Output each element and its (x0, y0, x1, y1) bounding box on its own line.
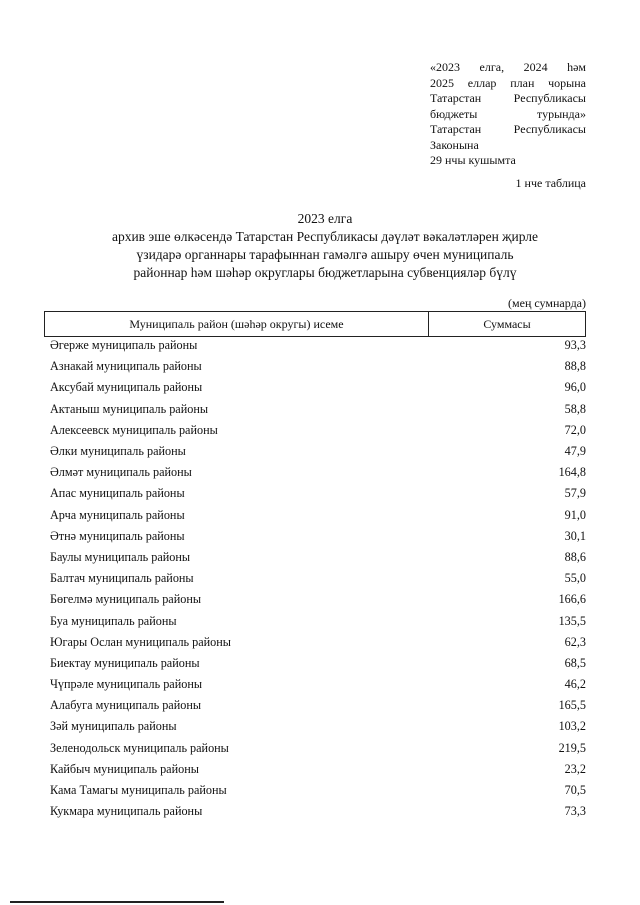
table-row (50, 335, 586, 356)
title-line: районнар һәм шәһәр округлары бюджетларына субвенцияләр бүлү (133, 265, 517, 280)
title-line: үзидарә органнары тарафыннан гамәлгә ашыру өчен муниципаль (136, 247, 514, 262)
district-amount: 93,3 (564, 338, 586, 353)
district-amount: 47,9 (564, 444, 586, 459)
table-row (50, 674, 586, 695)
table-row (50, 801, 586, 822)
annex-line: 29 нчы кушымта (430, 153, 516, 167)
annex-line: 2025 еллар план чорына (430, 75, 586, 90)
district-name: Баулы муниципаль районы (50, 549, 191, 564)
district-amount: 58,8 (564, 401, 586, 416)
table-row (50, 632, 586, 653)
district-name: Чүпрәле муниципаль районы (50, 677, 203, 692)
column-header-amount: Суммасы (483, 316, 531, 331)
district-amount: 88,8 (564, 359, 586, 374)
table-row (50, 653, 586, 674)
district-name: Әтнә муниципаль районы (50, 528, 185, 543)
table-row (50, 568, 586, 589)
district-amount: 88,6 (564, 549, 586, 564)
district-amount: 219,5 (558, 740, 586, 755)
district-amount: 164,8 (558, 465, 586, 480)
district-amount: 73,3 (564, 804, 586, 819)
district-amount: 23,2 (564, 761, 586, 776)
table-row (50, 462, 586, 483)
district-amount: 30,1 (564, 528, 586, 543)
table-header (44, 311, 586, 337)
annex-reference (430, 60, 586, 169)
district-name: Бөгелмә муниципаль районы (50, 592, 202, 607)
district-amount: 55,0 (564, 571, 586, 586)
district-name: Кайбыч муниципаль районы (50, 761, 199, 776)
table-row (50, 441, 586, 462)
district-name: Әлки муниципаль районы (50, 444, 186, 459)
title-year: 2023 елга (297, 211, 353, 226)
table-row (50, 377, 586, 398)
table-row (50, 610, 586, 631)
title-line: архив эше өлкәсендә Татарстан Республикасы дәүләт вәкаләтләрен җирле (111, 229, 539, 244)
title-lines (60, 228, 590, 282)
table-row (50, 716, 586, 737)
table-row (50, 356, 586, 377)
district-amount: 135,5 (558, 613, 586, 628)
table-row (50, 738, 586, 759)
district-amount: 166,6 (558, 592, 586, 607)
table-row (50, 759, 586, 780)
district-amount: 68,5 (564, 655, 586, 670)
district-name: Апас муниципаль районы (50, 486, 185, 501)
district-name: Кама Тамагы муниципаль районы (50, 783, 227, 798)
annex-line: «2023 елга, 2024 һәм (430, 60, 586, 74)
table-row (50, 420, 586, 441)
annex-line: Законына (430, 137, 479, 152)
district-name: Зеленодольск муниципаль районы (50, 740, 229, 755)
district-name: Зәй муниципаль районы (50, 719, 177, 734)
district-name: Алабуга муниципаль районы (50, 698, 202, 713)
table-row (50, 695, 586, 716)
document-title (60, 210, 590, 282)
units-note: (мең сумнарда) (508, 296, 586, 310)
district-name: Әгерже муниципаль районы (50, 338, 198, 353)
annex-line: Татарстан Республикасы (430, 122, 586, 136)
table-row (50, 526, 586, 547)
table-row (50, 505, 586, 526)
table-row (50, 780, 586, 801)
district-name: Азнакай муниципаль районы (50, 359, 202, 374)
district-name: Аксубай муниципаль районы (50, 380, 203, 395)
table-row (50, 547, 586, 568)
table-row (50, 483, 586, 504)
table-number: 1 нче таблица (515, 176, 586, 190)
district-amount: 165,5 (558, 698, 586, 713)
district-amount: 72,0 (564, 422, 586, 437)
table-body (50, 335, 586, 822)
footer-separator-line (10, 901, 224, 903)
district-amount: 96,0 (564, 380, 586, 395)
district-amount: 91,0 (564, 507, 586, 522)
district-name: Югары Ослан муниципаль районы (50, 634, 231, 649)
district-amount: 62,3 (564, 634, 586, 649)
district-amount: 70,5 (564, 783, 586, 798)
district-name: Алексеевск муниципаль районы (50, 422, 218, 437)
district-amount: 46,2 (564, 677, 586, 692)
annex-line: Татарстан Республикасы (430, 91, 586, 105)
table-row (50, 399, 586, 420)
district-amount: 103,2 (558, 719, 586, 734)
district-name: Буа муниципаль районы (50, 613, 177, 628)
column-header-name: Муниципаль район (шәһәр округы) исеме (45, 312, 429, 336)
district-amount: 57,9 (564, 486, 586, 501)
district-name: Биектау муниципаль районы (50, 655, 200, 670)
district-name: Балтач муниципаль районы (50, 571, 194, 586)
district-name: Кукмара муниципаль районы (50, 804, 203, 819)
table-row (50, 589, 586, 610)
annex-line: бюджеты турында» (430, 106, 586, 121)
district-name: Актаныш муниципаль районы (50, 401, 209, 416)
district-name: Арча муниципаль районы (50, 507, 185, 522)
district-name: Әлмәт муниципаль районы (50, 465, 192, 480)
